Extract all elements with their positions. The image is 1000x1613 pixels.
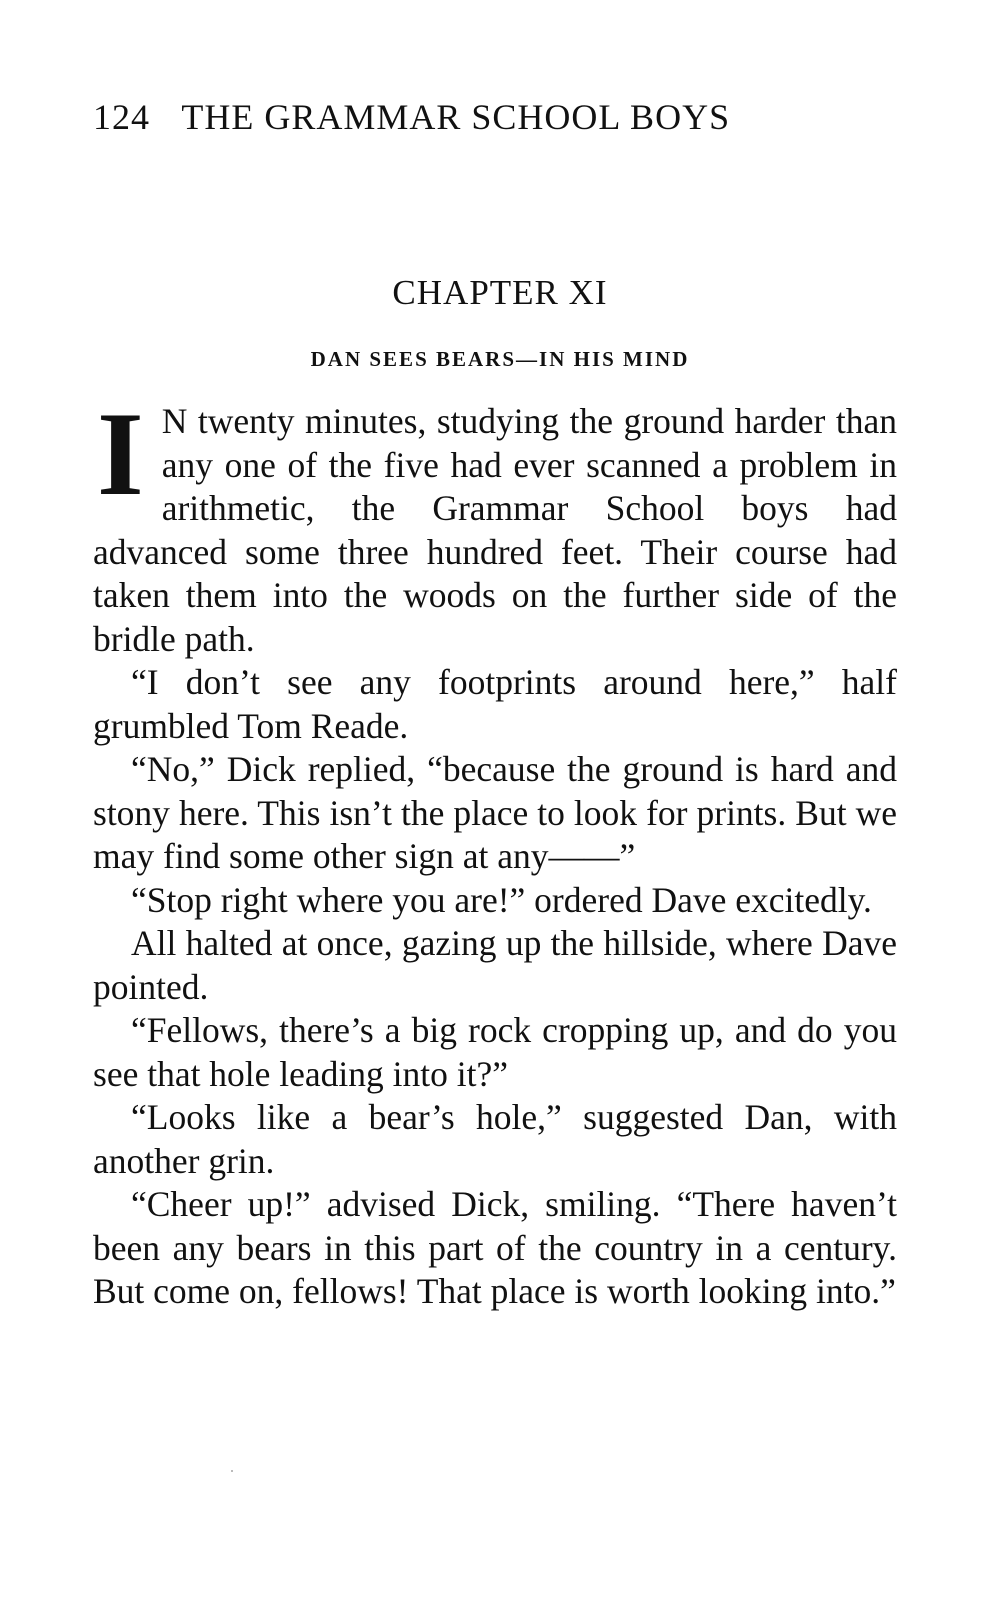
drop-cap: I — [97, 387, 144, 520]
paragraph: “Cheer up!” advised Dick, smiling. “There haven’t been any bears in this part of the country in a century. But come on, fellows! That place is worth looking into.” — [93, 1184, 897, 1311]
paragraph — [93, 387, 897, 661]
paragraph-text: N twenty minutes, studying the ground harder than any one of the five had ever scanned a problem in arithmetic, the Grammar School boys had advanced some three hundred feet. Their course had taken them into the woods on the further side of the bridle path. — [93, 401, 897, 659]
book-title: THE GRAMMAR SCHOOL BOYS — [181, 97, 731, 137]
chapter-subtitle: DAN SEES BEARS—IN HIS MIND — [310, 347, 690, 371]
paragraph: “Fellows, there’s a big rock cropping up, and do you see that hole leading into it?” — [93, 1010, 897, 1094]
body-text — [93, 387, 897, 1314]
running-head — [93, 96, 730, 138]
paragraph: “Looks like a bear’s hole,” suggested Dan, with another grin. — [93, 1097, 897, 1181]
chapter-title: CHAPTER XI — [392, 273, 608, 312]
paragraph: “No,” Dick replied, “because the ground is hard and stony here. This isn’t the place to look for prints. But we may find some other sign at any——” — [93, 749, 897, 876]
paragraph: “I don’t see any footprints around here,” half grumbled Tom Reade. — [93, 662, 897, 746]
page-speck — [231, 1470, 233, 1472]
paragraph: “Stop right where you are!” ordered Dave excitedly. — [131, 879, 872, 920]
page-number: 124 — [93, 97, 150, 137]
paragraph: All halted at once, gazing up the hillside, where Dave pointed. — [93, 923, 897, 1007]
